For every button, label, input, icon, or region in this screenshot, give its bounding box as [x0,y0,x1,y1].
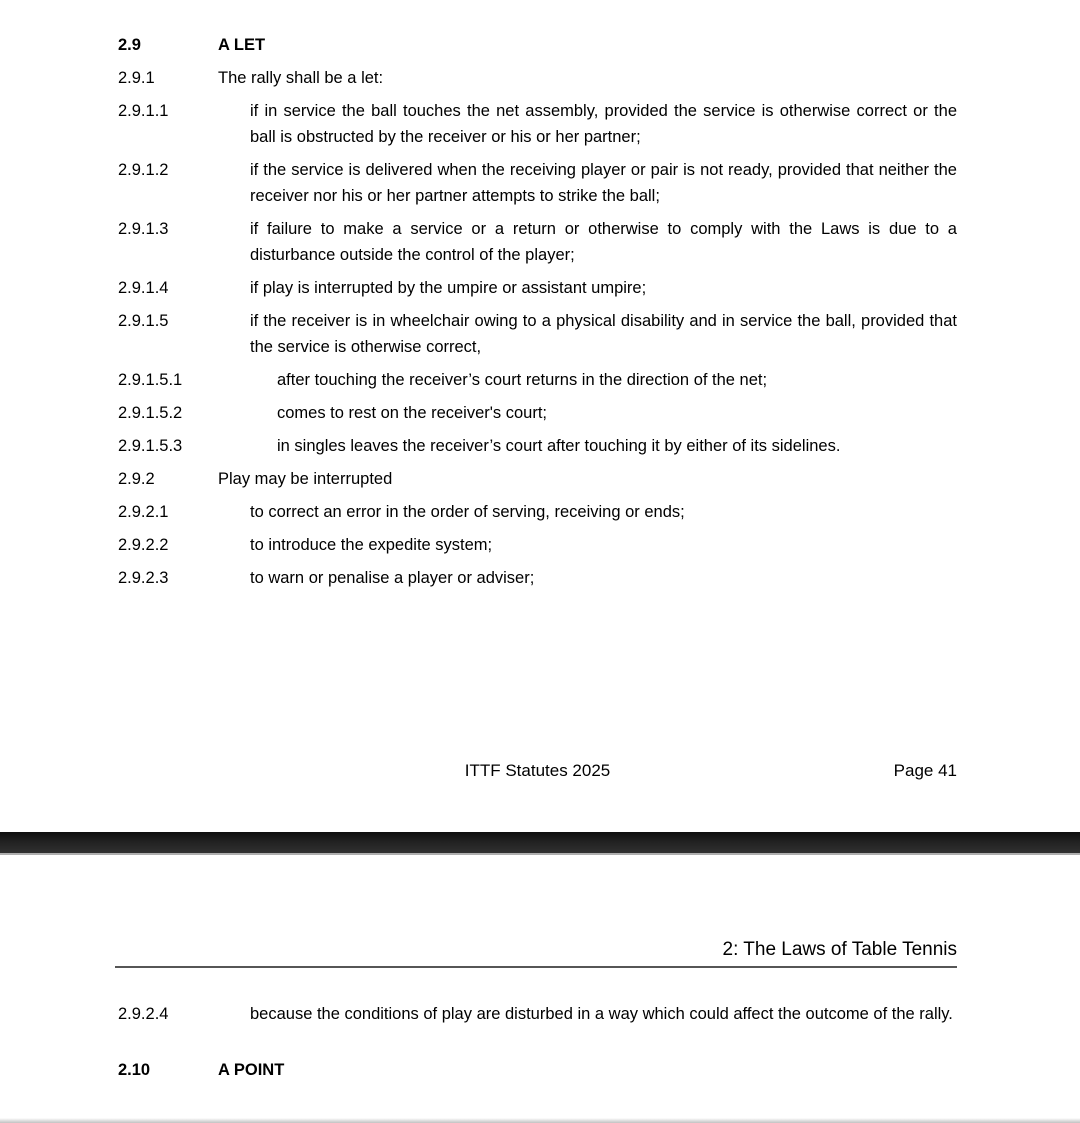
rule-item [0,1001,1080,1027]
next-page-top-edge [0,1118,1080,1123]
rule-item [0,308,1080,360]
rule-item [0,400,1080,426]
rule-text: in singles leaves the receiver’s court after touching it by either of its sidelines. [277,437,841,455]
rule-item [0,565,1080,591]
page-separator [0,832,1080,855]
rule-text: if failure to make a service or a return or otherwise to comply with the Laws is due to a disturbance outside the control of the player; [250,220,957,264]
rule-number: 2.10 [118,1061,151,1079]
rule-text: to introduce the expedite system; [250,536,493,554]
rule-number: 2.9.1.5 [118,312,169,330]
rule-item [0,499,1080,525]
rule-text: because the conditions of play are disturbed in a way which could affect the outcome of the rally. [250,1005,953,1023]
rule-item [0,1057,1080,1083]
rule-number: 2.9.1.5.2 [118,404,183,422]
rule-number: 2.9.2.1 [118,503,169,521]
rule-text: if play is interrupted by the umpire or assistant umpire; [250,279,647,297]
rule-number: 2.9.1.5.3 [118,437,183,455]
rule-number: 2.9.1.4 [118,279,169,297]
rule-text: A LET [218,36,266,54]
rule-text: to warn or penalise a player or adviser; [250,569,535,587]
rule-text: after touching the receiver’s court returns in the direction of the net; [277,371,768,389]
rule-text: The rally shall be a let: [218,69,384,87]
rule-text: A POINT [218,1061,285,1079]
footer-document-title: ITTF Statutes 2025 [464,761,611,780]
rule-item [0,367,1080,393]
rule-text: comes to rest on the receiver's court; [277,404,548,422]
rule-number: 2.9.2 [118,470,155,488]
rule-text: if the receiver is in wheelchair owing to a physical disability and in service the ball, provided that the service is otherwise correct, [250,312,957,356]
pdf-page-42 [0,855,1080,1119]
rule-number: 2.9.1.1 [118,102,169,120]
rule-item [0,433,1080,459]
rule-item [0,98,1080,150]
rule-item [0,275,1080,301]
rule-number: 2.9.1.5.1 [118,371,183,389]
chapter-header: 2: The Laws of Table Tennis [722,939,957,960]
rule-number: 2.9.1.3 [118,220,169,238]
rules-list-page-41 [0,32,1080,598]
rule-item [0,216,1080,268]
rule-number: 2.9.2.3 [118,569,169,587]
rule-number: 2.9.2.2 [118,536,169,554]
rule-text: if in service the ball touches the net assembly, provided the service is otherwise correct or the ball is obstructed by the receiver or his or her partner; [250,102,957,146]
rule-item [0,532,1080,558]
footer-page-number: Page 41 [893,761,957,780]
rule-item [0,32,1080,58]
chapter-header-rule-line [115,966,957,968]
rule-text: Play may be interrupted [218,470,393,488]
rule-item [0,466,1080,492]
rule-number: 2.9.1 [118,69,155,87]
rule-text: if the service is delivered when the receiving player or pair is not ready, provided that neither the receiver nor his or her partner attempts to strike the ball; [250,161,957,205]
rule-item [0,65,1080,91]
rule-number: 2.9.1.2 [118,161,169,179]
rule-number: 2.9.2.4 [118,1005,169,1023]
rule-text: to correct an error in the order of serving, receiving or ends; [250,503,685,521]
rules-list-page-42 [0,1001,1080,1090]
rule-item [0,157,1080,209]
rule-number: 2.9 [118,36,141,54]
